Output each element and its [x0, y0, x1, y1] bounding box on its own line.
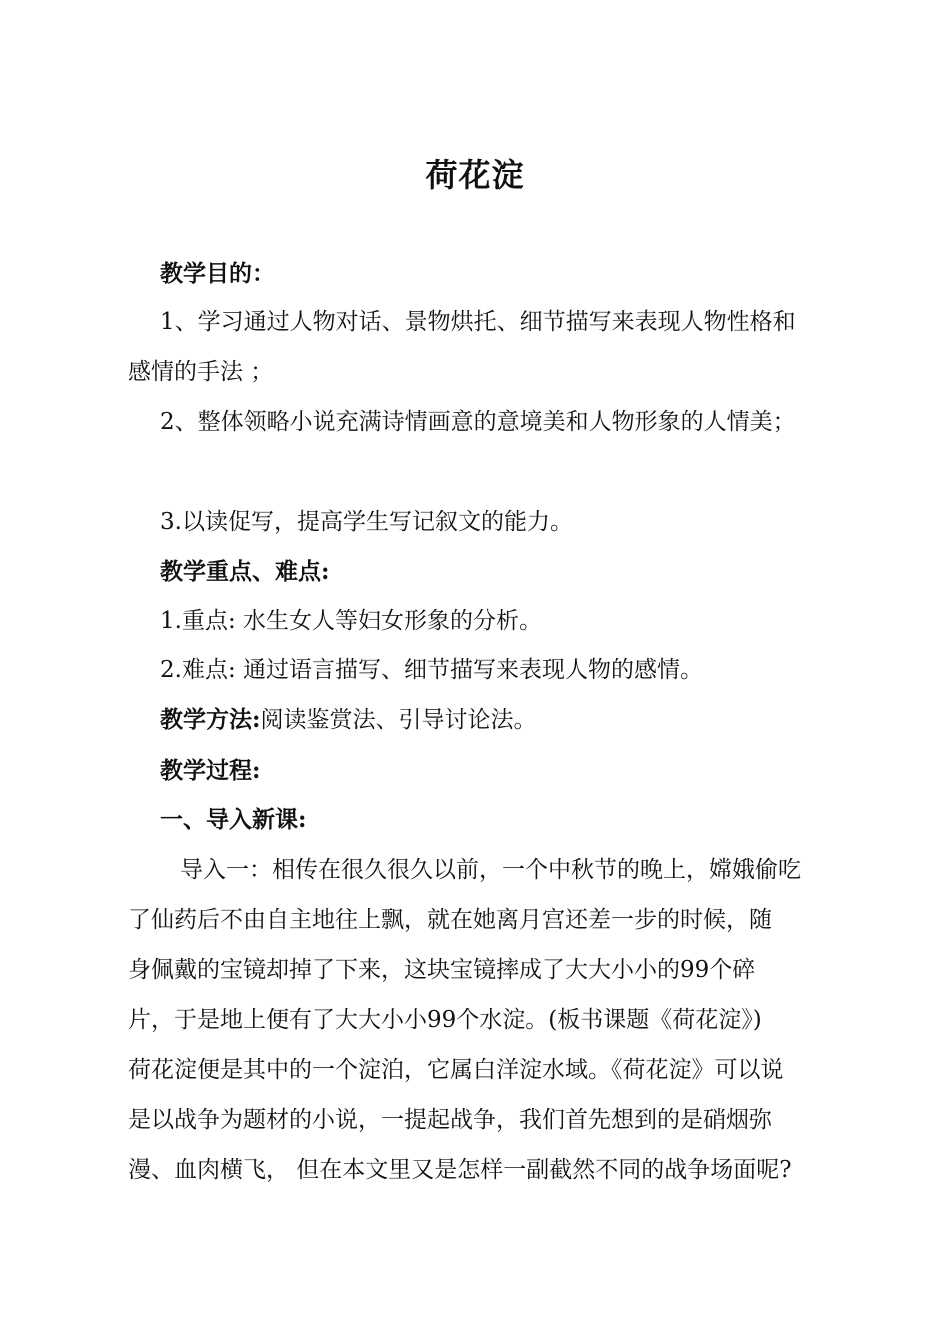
objective-3: 3.以读促写，提高学生写记叙文的能力。: [160, 509, 573, 535]
section-1-heading: 一、导入新课:: [160, 806, 307, 833]
document-title: 荷花淀: [425, 156, 525, 194]
keypoint-2: 2.难点: 通过语言描写、细节描写来表现人物的感情。: [160, 657, 704, 683]
process-heading: 教学过程:: [160, 757, 261, 784]
intro-line: 身佩戴的宝镜却掉了下来，这块宝镜摔成了大大小小的99个碎: [128, 957, 756, 983]
method-label: 教学方法:: [160, 706, 261, 733]
intro-line: 了仙药后不由自主地往上飘，就在她离月宫还差一步的时候，随: [128, 907, 772, 933]
objective-1-line-1: 1、学习通过人物对话、景物烘托、细节描写来表现人物性格和: [160, 309, 796, 335]
intro-line: 漫、血肉横飞， 但在本文里又是怎样一副截然不同的战争场面呢?: [128, 1157, 792, 1183]
intro-line: 片，于是地上便有了大大小小99个水淀。(板书课题《荷花淀》): [128, 1007, 762, 1033]
intro-line: 荷花淀便是其中的一个淀泊，它属白洋淀水域。《荷花淀》可以说: [128, 1057, 784, 1083]
teaching-method: [160, 704, 880, 736]
method-text: 阅读鉴赏法、引导讨论法。: [260, 707, 537, 733]
objectives-heading: 教学目的：: [160, 260, 275, 287]
intro-line: 是以战争为题材的小说，一提起战争，我们首先想到的是硝烟弥: [128, 1107, 772, 1133]
objective-1-line-2: 感情的手法 ；: [128, 359, 274, 385]
keypoint-1: 1.重点: 水生女人等妇女形象的分析。: [160, 608, 543, 634]
intro-line: 导入一：相传在很久很久以前，一个中秋节的晚上，嫦娥偷吃: [180, 857, 801, 883]
objective-2: 2、整体领略小说充满诗情画意的意境美和人物形象的人情美；: [160, 409, 796, 435]
keypoints-heading: 教学重点、难点:: [160, 558, 330, 585]
